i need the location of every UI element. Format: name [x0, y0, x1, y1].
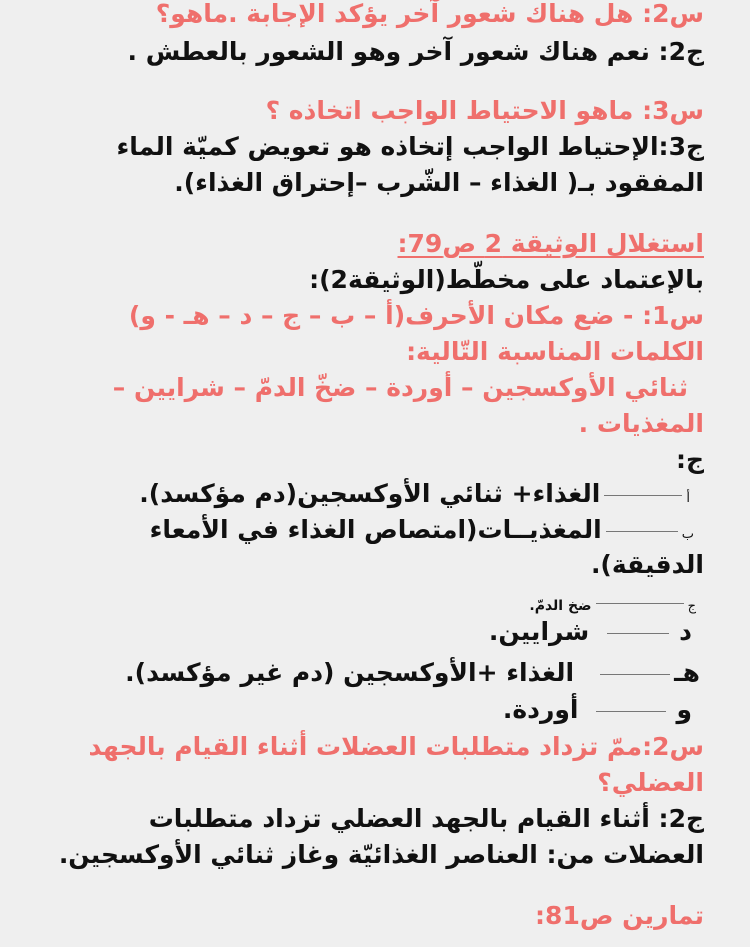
letter-f: و — [676, 695, 692, 724]
exercises-heading: تمارين ص81: — [535, 901, 704, 930]
final-answer-line-1: ج2: أثناء القيام بالجهد العضلي تزداد متطلبات — [148, 804, 704, 833]
answer-c-text: ضخ الدمّ. — [529, 598, 592, 614]
blank-line — [606, 531, 678, 532]
letter-c: ج — [687, 599, 696, 614]
blank-line — [600, 674, 670, 675]
answer-f-text: أوردة. — [502, 695, 579, 724]
blank-line — [596, 711, 666, 712]
final-question-line-1: س2:ممّ تزداد متطلبات العضلات أثناء القيام بالجهد — [88, 732, 704, 761]
answer-row-d — [489, 614, 692, 650]
blank-line — [607, 633, 669, 634]
word-list-line-1: ثنائي الأوكسجين – أوردة – ضخّ الدمّ – شرايين – — [112, 373, 688, 402]
document-title: استغلال الوثيقة 2 ص79: — [397, 229, 704, 258]
letter-b: ب — [681, 527, 694, 542]
answer-2-text: ج2: نعم هناك شعور آخر وهو الشعور بالعطش . — [127, 37, 704, 66]
question-2-heading: س2: هل هناك شعور آخر يؤكد الإجابة .ماهو؟ — [155, 0, 704, 28]
answer-row-f — [503, 692, 692, 728]
answer-a-text: الغذاء+ ثنائي الأوكسجين(دم مؤكسد). — [139, 479, 601, 508]
answer-b-continuation: الدقيقة). — [590, 550, 704, 579]
final-question-line-2: العضلي؟ — [597, 768, 704, 797]
word-list-line-2: المغذيات . — [578, 409, 704, 438]
answer-e-text: الغذاء +الأوكسجين (دم غير مؤكسد). — [125, 658, 575, 687]
blank-line — [596, 603, 684, 604]
answer-row-e — [125, 655, 700, 691]
answer-3-line-1: ج3:الإحتياط الواجب إتخاذه هو تعويض كميّة الماء — [116, 132, 704, 161]
blank-line — [604, 495, 682, 496]
answer-label: ج: — [675, 445, 704, 474]
letter-e: هـ — [674, 658, 700, 687]
answer-3-line-2: المفقود بـ( الغذاء – الشّرب –إحتراق الغذاء). — [174, 168, 704, 197]
question-3-heading: س3: ماهو الاحتياط الواجب اتخاذه ؟ — [265, 96, 704, 125]
answer-b-text: المغذيــات(امتصاص الغذاء في الأمعاء — [149, 515, 602, 544]
document-intro: بالإعتماد على مخطّط(الوثيقة2): — [309, 265, 704, 294]
question-1-line-2: الكلمات المناسبة التّالية: — [406, 337, 704, 366]
answer-row-a — [139, 476, 690, 517]
letter-d: د — [679, 617, 692, 646]
final-answer-line-2: العضلات من: العناصر الغذائيّة وغاز ثنائي الأوكسجين. — [58, 840, 704, 869]
letter-a: أ — [686, 491, 690, 506]
answer-d-text: شرايين. — [488, 617, 590, 646]
question-1-line-1: س1: - ضع مكان الأحرف(أ – ب – ج – د – هـ - و) — [128, 301, 704, 330]
